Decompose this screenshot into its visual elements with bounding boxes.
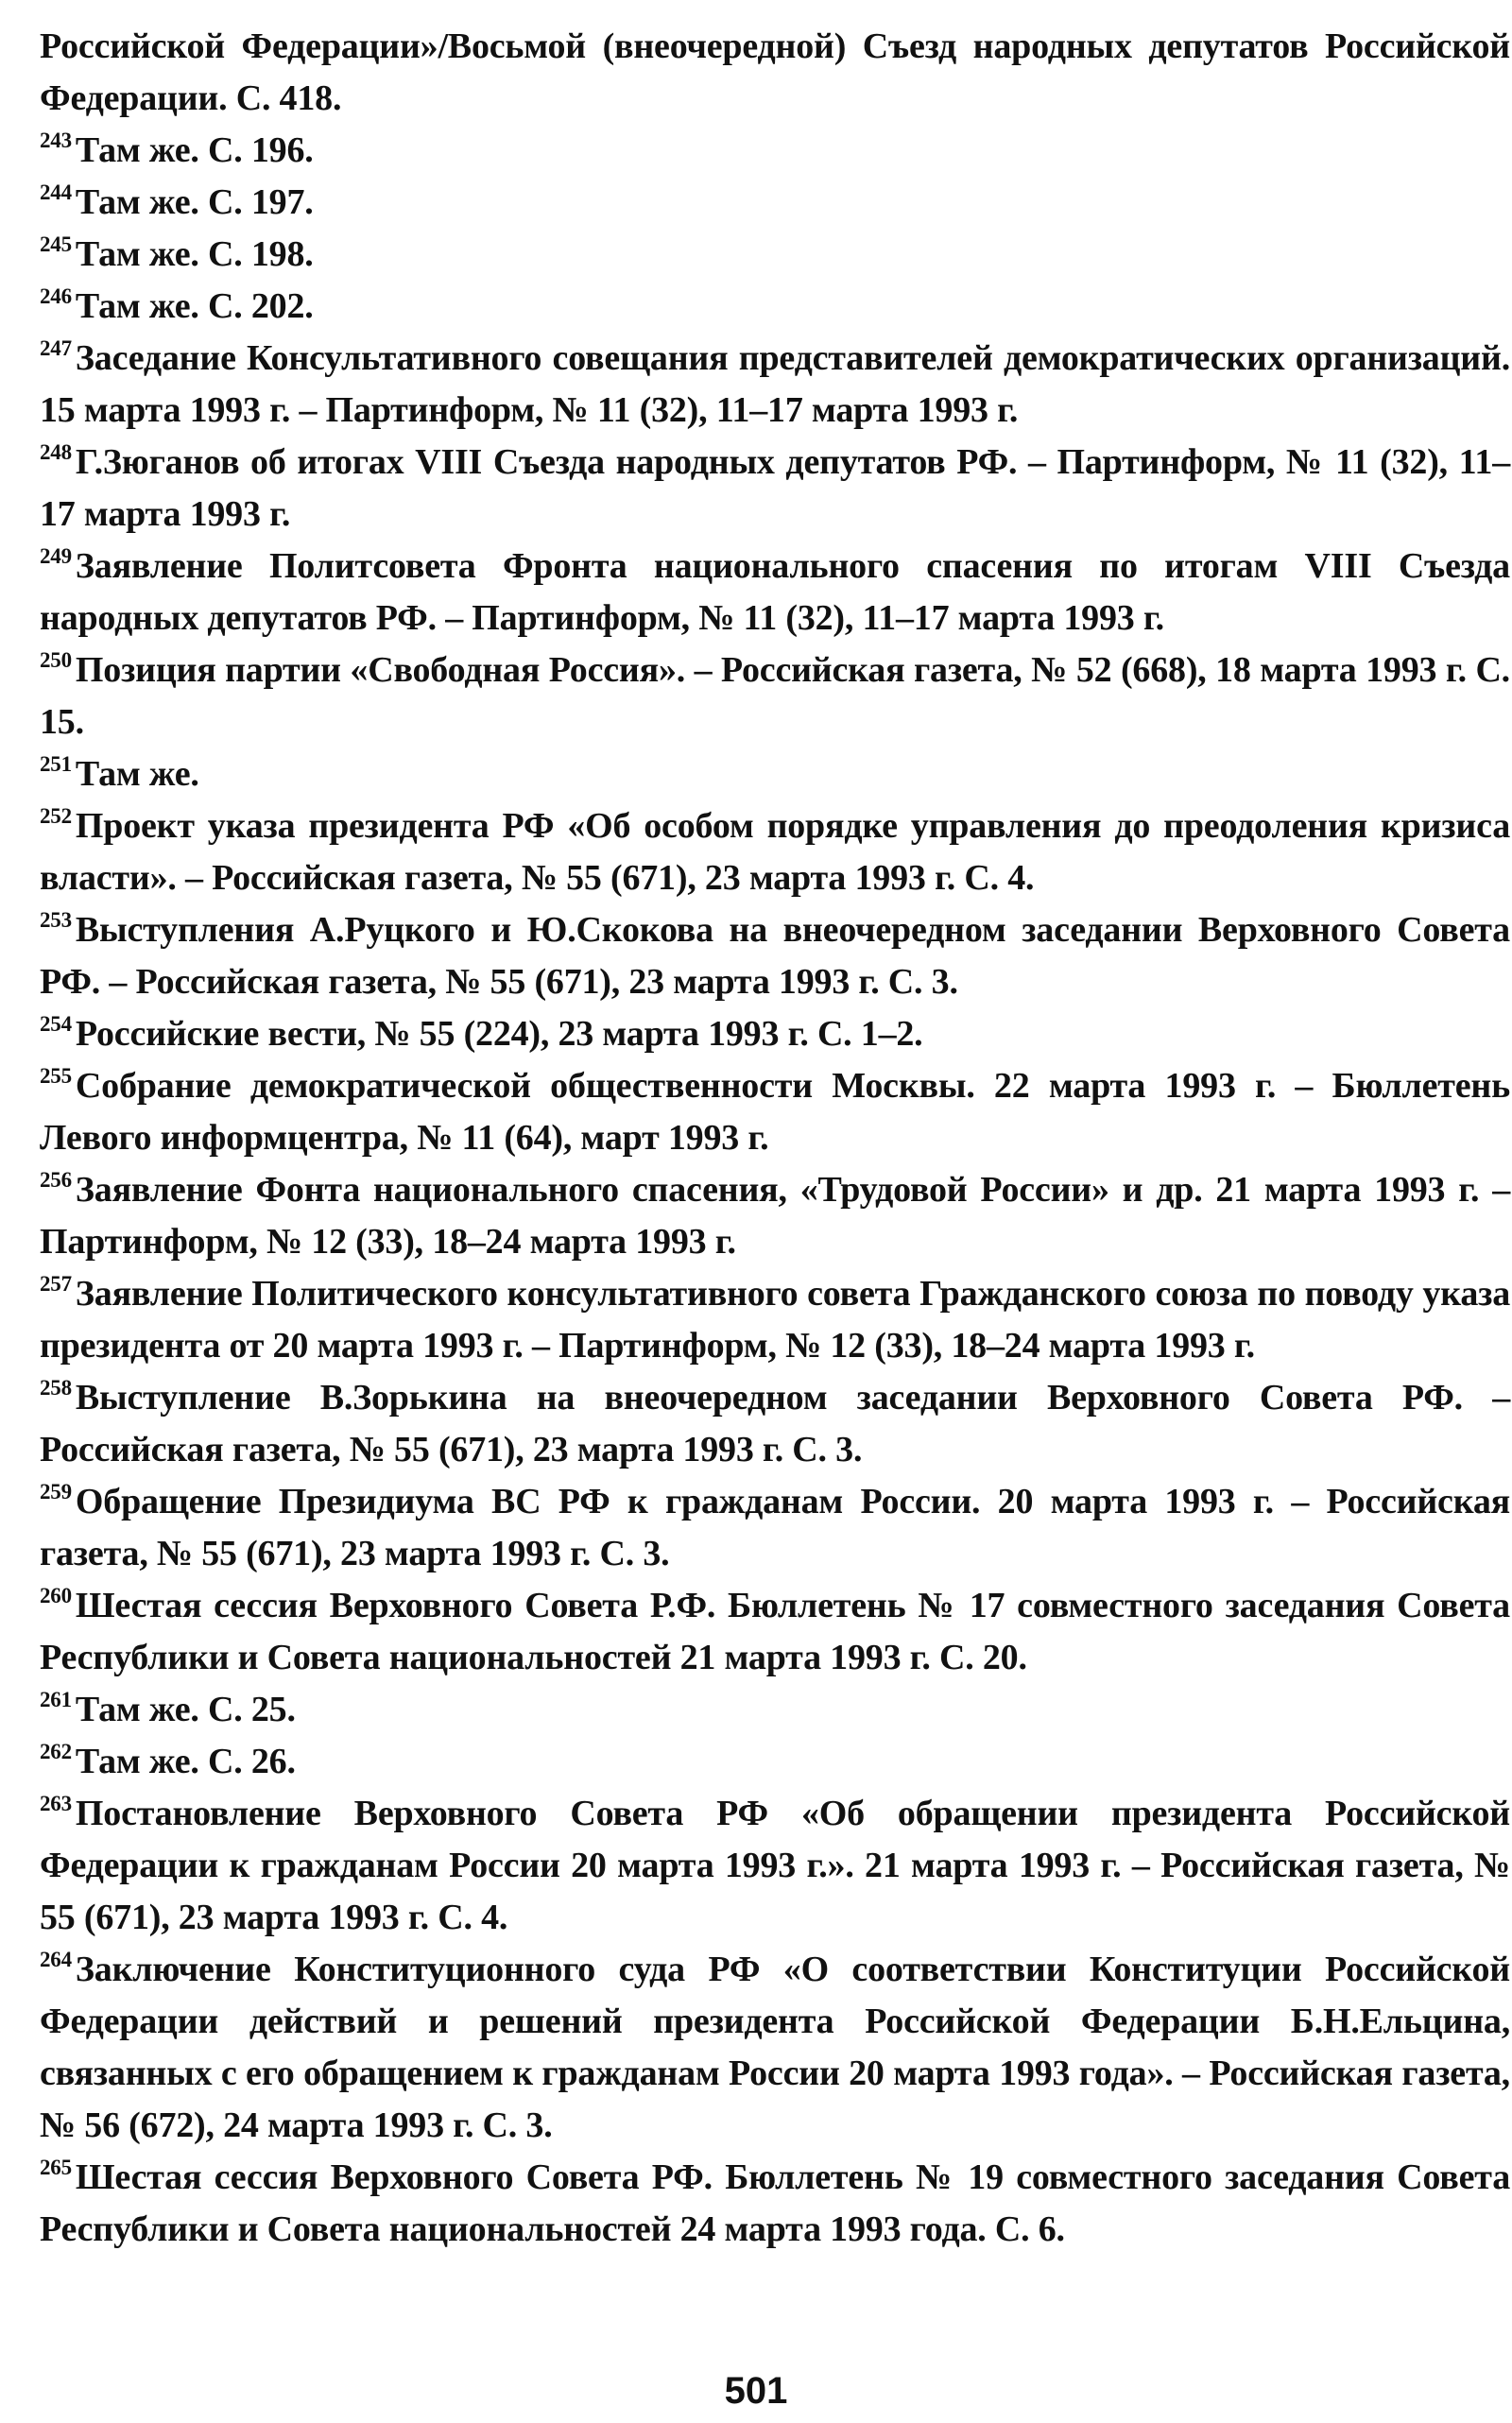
- footnote-text: Шестая сессия Верховного Совета РФ. Бюллетень № 19 совместного заседания Совета Республики и Совета национальностей 24 марта 1993 года. С. 6.: [40, 2157, 1510, 2249]
- footnote-number: 265: [40, 2156, 72, 2179]
- footnote-text: Заседание Консультативного совещания представителей демократических организаций. 15 марта 1993 г. – Партинформ, № 11 (32), 11–17 марта 1993 г.: [40, 338, 1510, 430]
- footnote-number: 249: [40, 544, 72, 568]
- footnote-number: 259: [40, 1480, 72, 1504]
- footnote-number: 252: [40, 804, 72, 828]
- footnote-number: 263: [40, 1792, 72, 1815]
- footnote: [40, 281, 1510, 333]
- footnote: [40, 1268, 1510, 1372]
- footnote-number: 248: [40, 440, 72, 464]
- footnote: [40, 177, 1510, 229]
- footnote: [40, 1580, 1510, 1684]
- footnote-number: 254: [40, 1012, 72, 1036]
- footnote-text: Проект указа президента РФ «Об особом порядке управления до преодоления кризиса власти». – Российская газета, № 55 (671), 23 марта 1993 г. С. 4.: [40, 806, 1510, 898]
- footnote-text: Позиция партии «Свободная Россия». – Российская газета, № 52 (668), 18 марта 1993 г. С. 15.: [40, 650, 1510, 742]
- footnote-text: Собрание демократической общественности Москвы. 22 марта 1993 г. – Бюллетень Левого информцентра, № 11 (64), март 1993 г.: [40, 1066, 1510, 1158]
- footnote-number: 258: [40, 1376, 72, 1400]
- footnote: [40, 125, 1510, 177]
- footnote: [40, 21, 1510, 125]
- footnote: [40, 1684, 1510, 1736]
- footnote: [40, 1944, 1510, 2152]
- page-number: 501: [724, 2370, 788, 2412]
- footnote-number: 255: [40, 1064, 72, 1088]
- footnote: [40, 1788, 1510, 1944]
- footnote-number: 243: [40, 129, 72, 152]
- footnote-text: Заявление Фонта национального спасения, «Трудовой России» и др. 21 марта 1993 г. – Партинформ, № 12 (33), 18–24 марта 1993 г.: [40, 1170, 1510, 1262]
- footnote: [40, 904, 1510, 1008]
- footnote: [40, 541, 1510, 644]
- footnote-number: 261: [40, 1688, 72, 1711]
- footnote: [40, 2152, 1510, 2256]
- footnote-text: Там же. С. 197.: [75, 182, 314, 222]
- footnote: [40, 437, 1510, 541]
- footnote-number: 245: [40, 232, 72, 256]
- footnote-number: 260: [40, 1584, 72, 1607]
- footnote: [40, 229, 1510, 281]
- footnote-text: Обращение Президиума ВС РФ к гражданам России. 20 марта 1993 г. – Российская газета, № 55 (671), 23 марта 1993 г. С. 3.: [40, 1482, 1510, 1573]
- footnote-number: 250: [40, 648, 72, 672]
- footnote: [40, 1736, 1510, 1788]
- footnote-text: Заявление Политического консультативного совета Гражданского союза по поводу указа президента от 20 марта 1993 г. – Партинформ, № 12 (33), 18–24 марта 1993 г.: [40, 1274, 1510, 1366]
- footnote: [40, 333, 1510, 437]
- footnote-text: Г.Зюганов об итогах VIII Съезда народных депутатов РФ. – Партинформ, № 11 (32), 11–17 марта 1993 г.: [40, 442, 1510, 534]
- footnote-text: Российские вести, № 55 (224), 23 марта 1993 г. С. 1–2.: [75, 1014, 923, 1054]
- footnote-text: Шестая сессия Верховного Совета Р.Ф. Бюллетень № 17 совместного заседания Совета Республики и Совета национальностей 21 марта 1993 г. С. 20.: [40, 1586, 1510, 1677]
- footnote-number: 256: [40, 1168, 72, 1192]
- footnote-text: Там же. С. 26.: [75, 1742, 296, 1781]
- footnote: [40, 800, 1510, 904]
- footnote-text: Заключение Конституционного суда РФ «О соответствии Конституции Российской Федерации действий и решений президента Российской Федерации Б.Н.Ельцина, связанных с его обращением к гражданам России 20 марта 1993 года». – Российская газета, № 56 (672), 24 марта 1993 г. С. 3.: [40, 1950, 1510, 2145]
- footnote: [40, 644, 1510, 748]
- footnote-text: Там же. С. 198.: [75, 234, 314, 274]
- footnote-text: Выступления А.Руцкого и Ю.Скокова на внеочередном заседании Верховного Совета РФ. – Российская газета, № 55 (671), 23 марта 1993 г. С. 3.: [40, 910, 1510, 1002]
- footnote-text: Выступление В.Зорькина на внеочередном заседании Верховного Совета РФ. – Российская газета, № 55 (671), 23 марта 1993 г. С. 3.: [40, 1378, 1510, 1469]
- footnote: [40, 1372, 1510, 1476]
- footnote: [40, 1008, 1510, 1060]
- page-body: [40, 21, 1510, 2256]
- footnotes-list: [40, 21, 1510, 2256]
- footnote-text: Там же. С. 196.: [75, 130, 314, 170]
- footnote-text: Там же. С. 202.: [75, 286, 314, 326]
- footnote-number: 257: [40, 1272, 72, 1296]
- footnote-number: 246: [40, 284, 72, 308]
- footnote-text: Российской Федерации»/Восьмой (внеочередной) Съезд народных депутатов Российской Федерации. С. 418.: [40, 26, 1510, 118]
- footnote-number: 264: [40, 1948, 72, 1971]
- footnote-number: 251: [40, 752, 72, 776]
- footnote-text: Там же.: [75, 754, 199, 794]
- footnote-text: Там же. С. 25.: [75, 1690, 296, 1729]
- footnote: [40, 748, 1510, 800]
- footnote: [40, 1060, 1510, 1164]
- footnote-number: 262: [40, 1740, 72, 1763]
- footnote: [40, 1164, 1510, 1268]
- footnote-number: 244: [40, 180, 72, 204]
- footnote-text: Заявление Политсовета Фронта национального спасения по итогам VIII Съезда народных депутатов РФ. – Партинформ, № 11 (32), 11–17 марта 1993 г.: [40, 546, 1510, 638]
- footnote: [40, 1476, 1510, 1580]
- footnote-number: 247: [40, 336, 72, 360]
- footnote-number: 253: [40, 908, 72, 932]
- footnote-text: Постановление Верховного Совета РФ «Об обращении президента Российской Федерации к гражданам России 20 марта 1993 г.». 21 марта 1993 г. – Российская газета, № 55 (671), 23 марта 1993 г. С. 4.: [40, 1794, 1510, 1937]
